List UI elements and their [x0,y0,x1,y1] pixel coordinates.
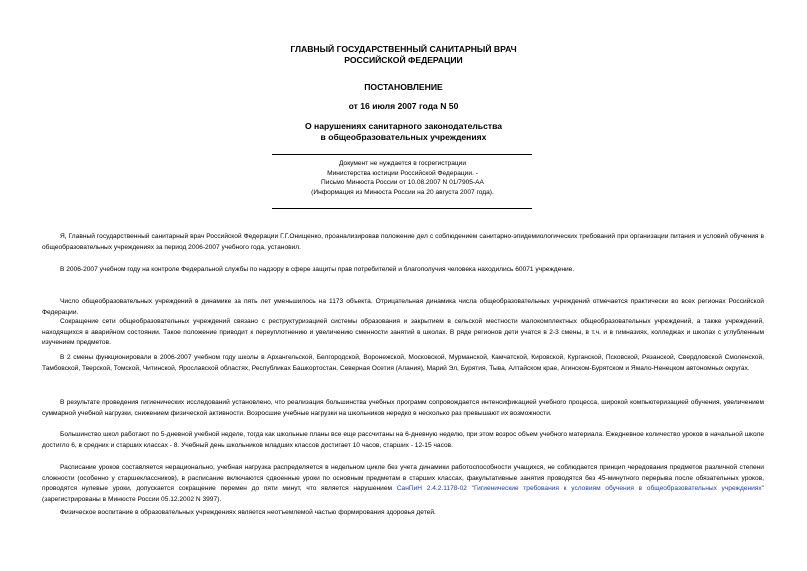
paragraph-hygiene-research: В результате проведения гигиенических исследований установлено, что реализация большинства учебных программ сопровождается интенсификацией учебного процесса, широкой компьютеризацией обучения, увеличением суммарной учебной нагрузки, снижением физической активности. Возросшие учебные нагрузки на школьников нередко в несколько раз превышают их возможности. [42,399,764,417]
paragraph-dynamics: Число общеобразовательных учреждений в динамике за пять лет уменьшилось на 1173 объекта. Отрицательная динамика числа общеобразовательных учреждений отмечается практически во всех регионах Российской Федерации. [42,298,764,316]
divider-bottom [272,208,532,209]
paragraph-school-week: Большинство школ работают по 5-дневной учебной неделе, тогда как школьные планы все еще рассчитаны на 6-дневную неделю, при этом возрос объем учебного материала. Ежедневное количество уроков в начальной школе достигло 6, в средних и старших классах - 8. Учебный день школьников младших классов достигает 10 часов, старших - 12-15 часов. [42,431,764,449]
paragraph-two-shifts: В 2 смены функционировали в 2006-2007 учебном году школы в Архангельской, Белгородской, Воронежской, Московской, Мурманской, Камчатской, Кировской, Курганской, Псковской, Рязанской, Свердловской Смоленской, Тамбовской, Тверской, Томской, Читинской, Ярославской областях, Республиках Башкортостан, Северная Осетия (Алания), Марий Эл, Бурятия, Тыва, Алтайском крае, Агинском-Бурятском и Ямало-Ненецком автономных округах. [42,354,764,372]
note-line: Документ не нуждается в госрегистрации [338,160,467,167]
divider-top [272,154,532,155]
authority-line-1: ГЛАВНЫЙ ГОСУДАРСТВЕННЫЙ САНИТАРНЫЙ ВРАЧ [290,44,517,54]
subject-line-2: в общеобразовательных учреждениях [320,132,487,142]
note-line: Министерства юстиции Российской Федерации. - [327,169,478,177]
decree-date-number: от 16 июля 2007 года N 50 [348,101,459,111]
sanpin-link[interactable]: СанПиН 2.4.2.1178-02 "Гигиенические требования к условиям обучения в общеобразовательных учреждениях" [396,485,765,493]
paragraph-network-reduction: Сокращение сети общеобразовательных учреждений связано с реструктуризацией системы образования и закрытием в сельской местности малокомплектных общеобразовательных учреждений, а также учреждений, находящихся в аварийном состоянии. Такое положение приводит к переуплотнению и увеличению сменности занятий в школах. В ряде регионов дети учатся в 2-3 смены, в т.ч. и в гимназиях, колледжах и школах с углубленным изучением предметов. [42,318,764,347]
paragraph-institution-count: В 2006-2007 учебном году на контроле Федеральной службы по надзору в сфере защиты прав потребителей и благополучия человека находились 60071 учреждение. [60,266,575,273]
timetable-text: Расписание уроков составляется нерационально, учебная нагрузка распределяется в недельном цикле без учета динамики работоспособности учащихся, не соблюдается принцип чередования предметов различной степени сложности (особенно у старшеклассников), в расписание включаются сдвоенные уроки по основным предметам в старших классах, факультативные занятия проводятся без 45-минутного перерыва после обязательных уроков, проводятся нулевые уроки, допускается сокращение перемен до пяти минут, что является нарушением [42,464,764,493]
registration-note [230,159,575,197]
timetable-text-end: (зарегистрированы в Минюсте России 05.12.2002 N 3997). [42,496,222,504]
issuing-authority [0,44,807,66]
note-line: (Информация из Минюста России на 20 августа 2007 года). [311,188,494,196]
authority-line-2: РОССИЙСКОЙ ФЕДЕРАЦИИ [344,55,463,65]
paragraph-preamble: Я, Главный государственный санитарный врач Российской Федерации Г.Г.Онищенко, проанализировав положение дел с соблюдением санитарно-эпидемиологических требований при организации питания и условий обучения в общеобразовательных учреждениях за период 2006-2007 учебного года, установил. [42,233,764,251]
note-line: Письмо Минюста России от 10.08.2007 N 01/7905-АА [321,179,484,187]
subject-line-1: О нарушениях санитарного законодательства [304,121,503,131]
decree-type: ПОСТАНОВЛЕНИЕ [364,82,443,92]
decree-subject [0,121,807,143]
paragraph-physical-education: Физическое воспитание в образовательных учреждениях является неотъемлемой частью формирования здоровья детей. [60,509,436,516]
paragraph-timetable [42,463,764,506]
